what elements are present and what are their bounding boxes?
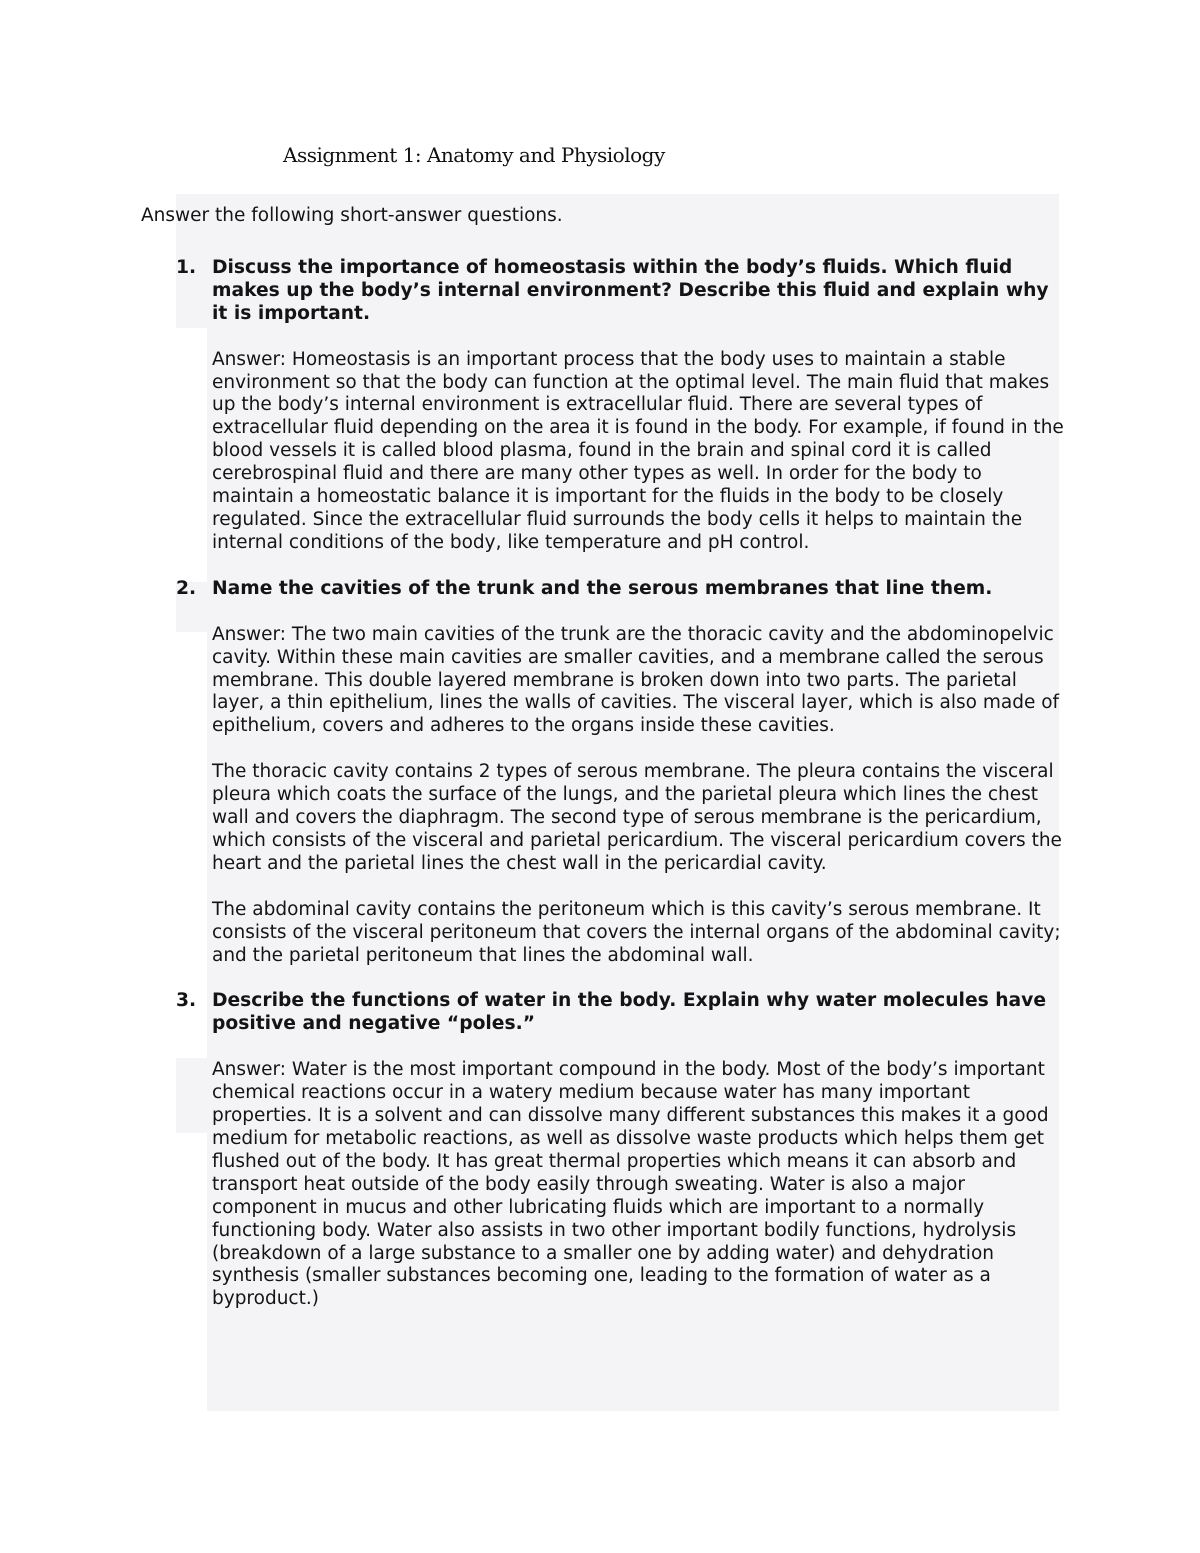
- question-text: Discuss the importance of homeostasis within the body’s fluids. Which fluid makes up the body’s internal environment? Describe this fluid and explain why it is important.: [212, 256, 1049, 324]
- question-number: 2.: [176, 577, 197, 599]
- question-1: [141, 257, 1061, 326]
- question-2: [141, 578, 1061, 601]
- answer-paragraph: The thoracic cavity contains 2 types of serous membrane. The pleura contains the visceral pleura which coats the surface of the lungs, and the parietal pleura which lines the chest wall and covers the diaphragm. The second type of serous membrane is the pericardium, which consists of the visceral and parietal pericardium. The visceral pericardium covers the heart and the parietal lines the chest wall in the pericardial cavity.: [212, 761, 1062, 874]
- question-number: 3.: [176, 990, 197, 1012]
- document-body: [141, 205, 1064, 1311]
- answer-paragraph: Answer: The two main cavities of the trunk are the thoracic cavity and the abdominopelvic cavity. Within these main cavities are smaller cavities, and a membrane called the serous membrane. This double layered membrane is broken down into two parts. The parietal layer, a thin epithelium, lines the walls of cavities. The visceral layer, which is also made of epithelium, covers and adheres to the organs inside these cavities.: [212, 623, 1060, 737]
- question-text: Name the cavities of the trunk and the serous membranes that line them.: [212, 577, 993, 599]
- document-title: Assignment 1: Anatomy and Physiology: [283, 143, 665, 167]
- instructions: Answer the following short-answer questions.: [141, 205, 563, 226]
- answer-paragraph: The abdominal cavity contains the peritoneum which is this cavity’s serous membrane. It consists of the visceral peritoneum that covers the internal organs of the abdominal cavity; and the parietal peritoneum that lines the abdominal wall.: [212, 898, 1061, 966]
- answer-paragraph: Answer: Water is the most important compound in the body. Most of the body’s important chemical reactions occur in a watery medium because water has many important properties. It is a solvent and can dissolve many different substances this makes it a good medium for metabolic reactions, as well as dissolve waste products which helps them get flushed out of the body. It has great thermal properties which means it can absorb and transport heat outside of the body easily through sweating. Water is also a major component in mucus and other lubricating fluids which are important to a normally functioning body. Water also assists in two other important bodily functions, hydrolysis (breakdown of a large substance to a smaller one by adding water) and dehydration synthesis (smaller substances becoming one, leading to the formation of water as a byproduct.): [212, 1059, 1049, 1310]
- question-3: [141, 990, 1061, 1036]
- question-number: 1.: [176, 256, 197, 278]
- answer-paragraph: Answer: Homeostasis is an important process that the body uses to maintain a stable environment so that the body can function at the optimal level. The main fluid that makes up the body’s internal environment is extracellular fluid. There are several types of extracellular fluid depending on the area it is found in the body. For example, if found in the blood vessels it is called blood plasma, found in the brain and spinal cord it is called cerebrospinal fluid and there are many other types as well. In order for the body to maintain a homeostatic balance it is important for the fluids in the body to be closely regulated. Since the extracellular fluid surrounds the body cells it helps to maintain the internal conditions of the body, like temperature and pH control.: [212, 348, 1064, 553]
- question-text: Describe the functions of water in the body. Explain why water molecules have positive and negative “poles.”: [212, 990, 1047, 1035]
